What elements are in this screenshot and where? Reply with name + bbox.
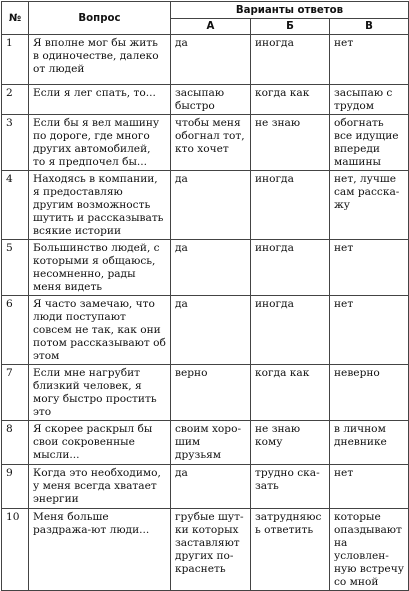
row-answer-a: своим хоро-шим друзьям xyxy=(171,421,251,465)
row-num: 7 xyxy=(2,365,29,421)
questionnaire-table xyxy=(1,1,409,591)
row-num: 6 xyxy=(2,296,29,365)
row-answer-c: в личном дневнике xyxy=(330,421,409,465)
header-question: Вопрос xyxy=(29,2,171,35)
row-answer-b: не знаю кому xyxy=(251,421,330,465)
row-question: Если бы я вел машину по дороге, где много других автомобилей, то я предпочел бы... xyxy=(29,115,171,171)
header-variants: Варианты ответов xyxy=(171,2,409,19)
table-header xyxy=(2,2,409,35)
row-question: Большинство людей, с которыми я общаюсь, несомненно, рады меня видеть xyxy=(29,240,171,296)
row-answer-b: иногда xyxy=(251,296,330,365)
row-question: Когда это необходимо, у меня всегда хватает энергии xyxy=(29,465,171,509)
row-num: 4 xyxy=(2,171,29,240)
row-answer-c: нет xyxy=(330,296,409,365)
row-question: Я часто замечаю, что люди поступают совсем не так, как они потом рассказывают об этом xyxy=(29,296,171,365)
row-answer-c: которые опаздывают на условлен-ную встречу со мной xyxy=(330,509,409,591)
header-num: № xyxy=(2,2,29,35)
row-answer-c: неверно xyxy=(330,365,409,421)
row-question: Я вполне мог бы жить в одиночестве, далеко от людей xyxy=(29,35,171,85)
table-row xyxy=(2,85,409,115)
row-answer-c: нет xyxy=(330,240,409,296)
row-answer-b: иногда xyxy=(251,35,330,85)
row-answer-a: грубые шут-ки которых заставляют других по-краснеть xyxy=(171,509,251,591)
row-answer-a: чтобы меня обогнал тот, кто хочет xyxy=(171,115,251,171)
row-answer-b: когда как xyxy=(251,85,330,115)
row-answer-c: нет xyxy=(330,35,409,85)
row-num: 1 xyxy=(2,35,29,85)
row-answer-a: да xyxy=(171,171,251,240)
row-answer-b: когда как xyxy=(251,365,330,421)
row-answer-b: иногда xyxy=(251,240,330,296)
row-answer-a: да xyxy=(171,465,251,509)
row-answer-c: нет xyxy=(330,465,409,509)
row-num: 2 xyxy=(2,85,29,115)
row-answer-a: да xyxy=(171,35,251,85)
row-answer-a: засыпаю быстро xyxy=(171,85,251,115)
table-row xyxy=(2,171,409,240)
row-answer-b: иногда xyxy=(251,171,330,240)
row-answer-a: да xyxy=(171,240,251,296)
row-answer-b: затрудняюсь ответить xyxy=(251,509,330,591)
row-question: Если мне нагрубит близкий человек, я могу быстро простить это xyxy=(29,365,171,421)
row-answer-c: засыпаю с трудом xyxy=(330,85,409,115)
table-row xyxy=(2,115,409,171)
row-answer-c: обогнать все идущие впереди машины xyxy=(330,115,409,171)
row-answer-b: не знаю xyxy=(251,115,330,171)
row-question: Я скорее раскрыл бы свои сокровенные мысли... xyxy=(29,421,171,465)
row-answer-a: да xyxy=(171,296,251,365)
row-answer-c: нет, лучше сам расска-жу xyxy=(330,171,409,240)
row-num: 9 xyxy=(2,465,29,509)
table-row xyxy=(2,296,409,365)
header-col-b: Б xyxy=(251,19,330,35)
table-row xyxy=(2,365,409,421)
row-num: 10 xyxy=(2,509,29,591)
row-question: Находясь в компании, я предоставляю другим возможность шутить и рассказывать всякие истории xyxy=(29,171,171,240)
row-num: 8 xyxy=(2,421,29,465)
table-row xyxy=(2,421,409,465)
table-row xyxy=(2,240,409,296)
row-question: Меня больше раздража-ют люди... xyxy=(29,509,171,591)
table-row xyxy=(2,465,409,509)
table-row xyxy=(2,35,409,85)
row-answer-b: трудно ска-зать xyxy=(251,465,330,509)
table-body xyxy=(2,35,409,591)
header-col-a: А xyxy=(171,19,251,35)
row-answer-a: верно xyxy=(171,365,251,421)
row-num: 3 xyxy=(2,115,29,171)
header-col-c: В xyxy=(330,19,409,35)
row-num: 5 xyxy=(2,240,29,296)
row-question: Если я лег спать, то... xyxy=(29,85,171,115)
